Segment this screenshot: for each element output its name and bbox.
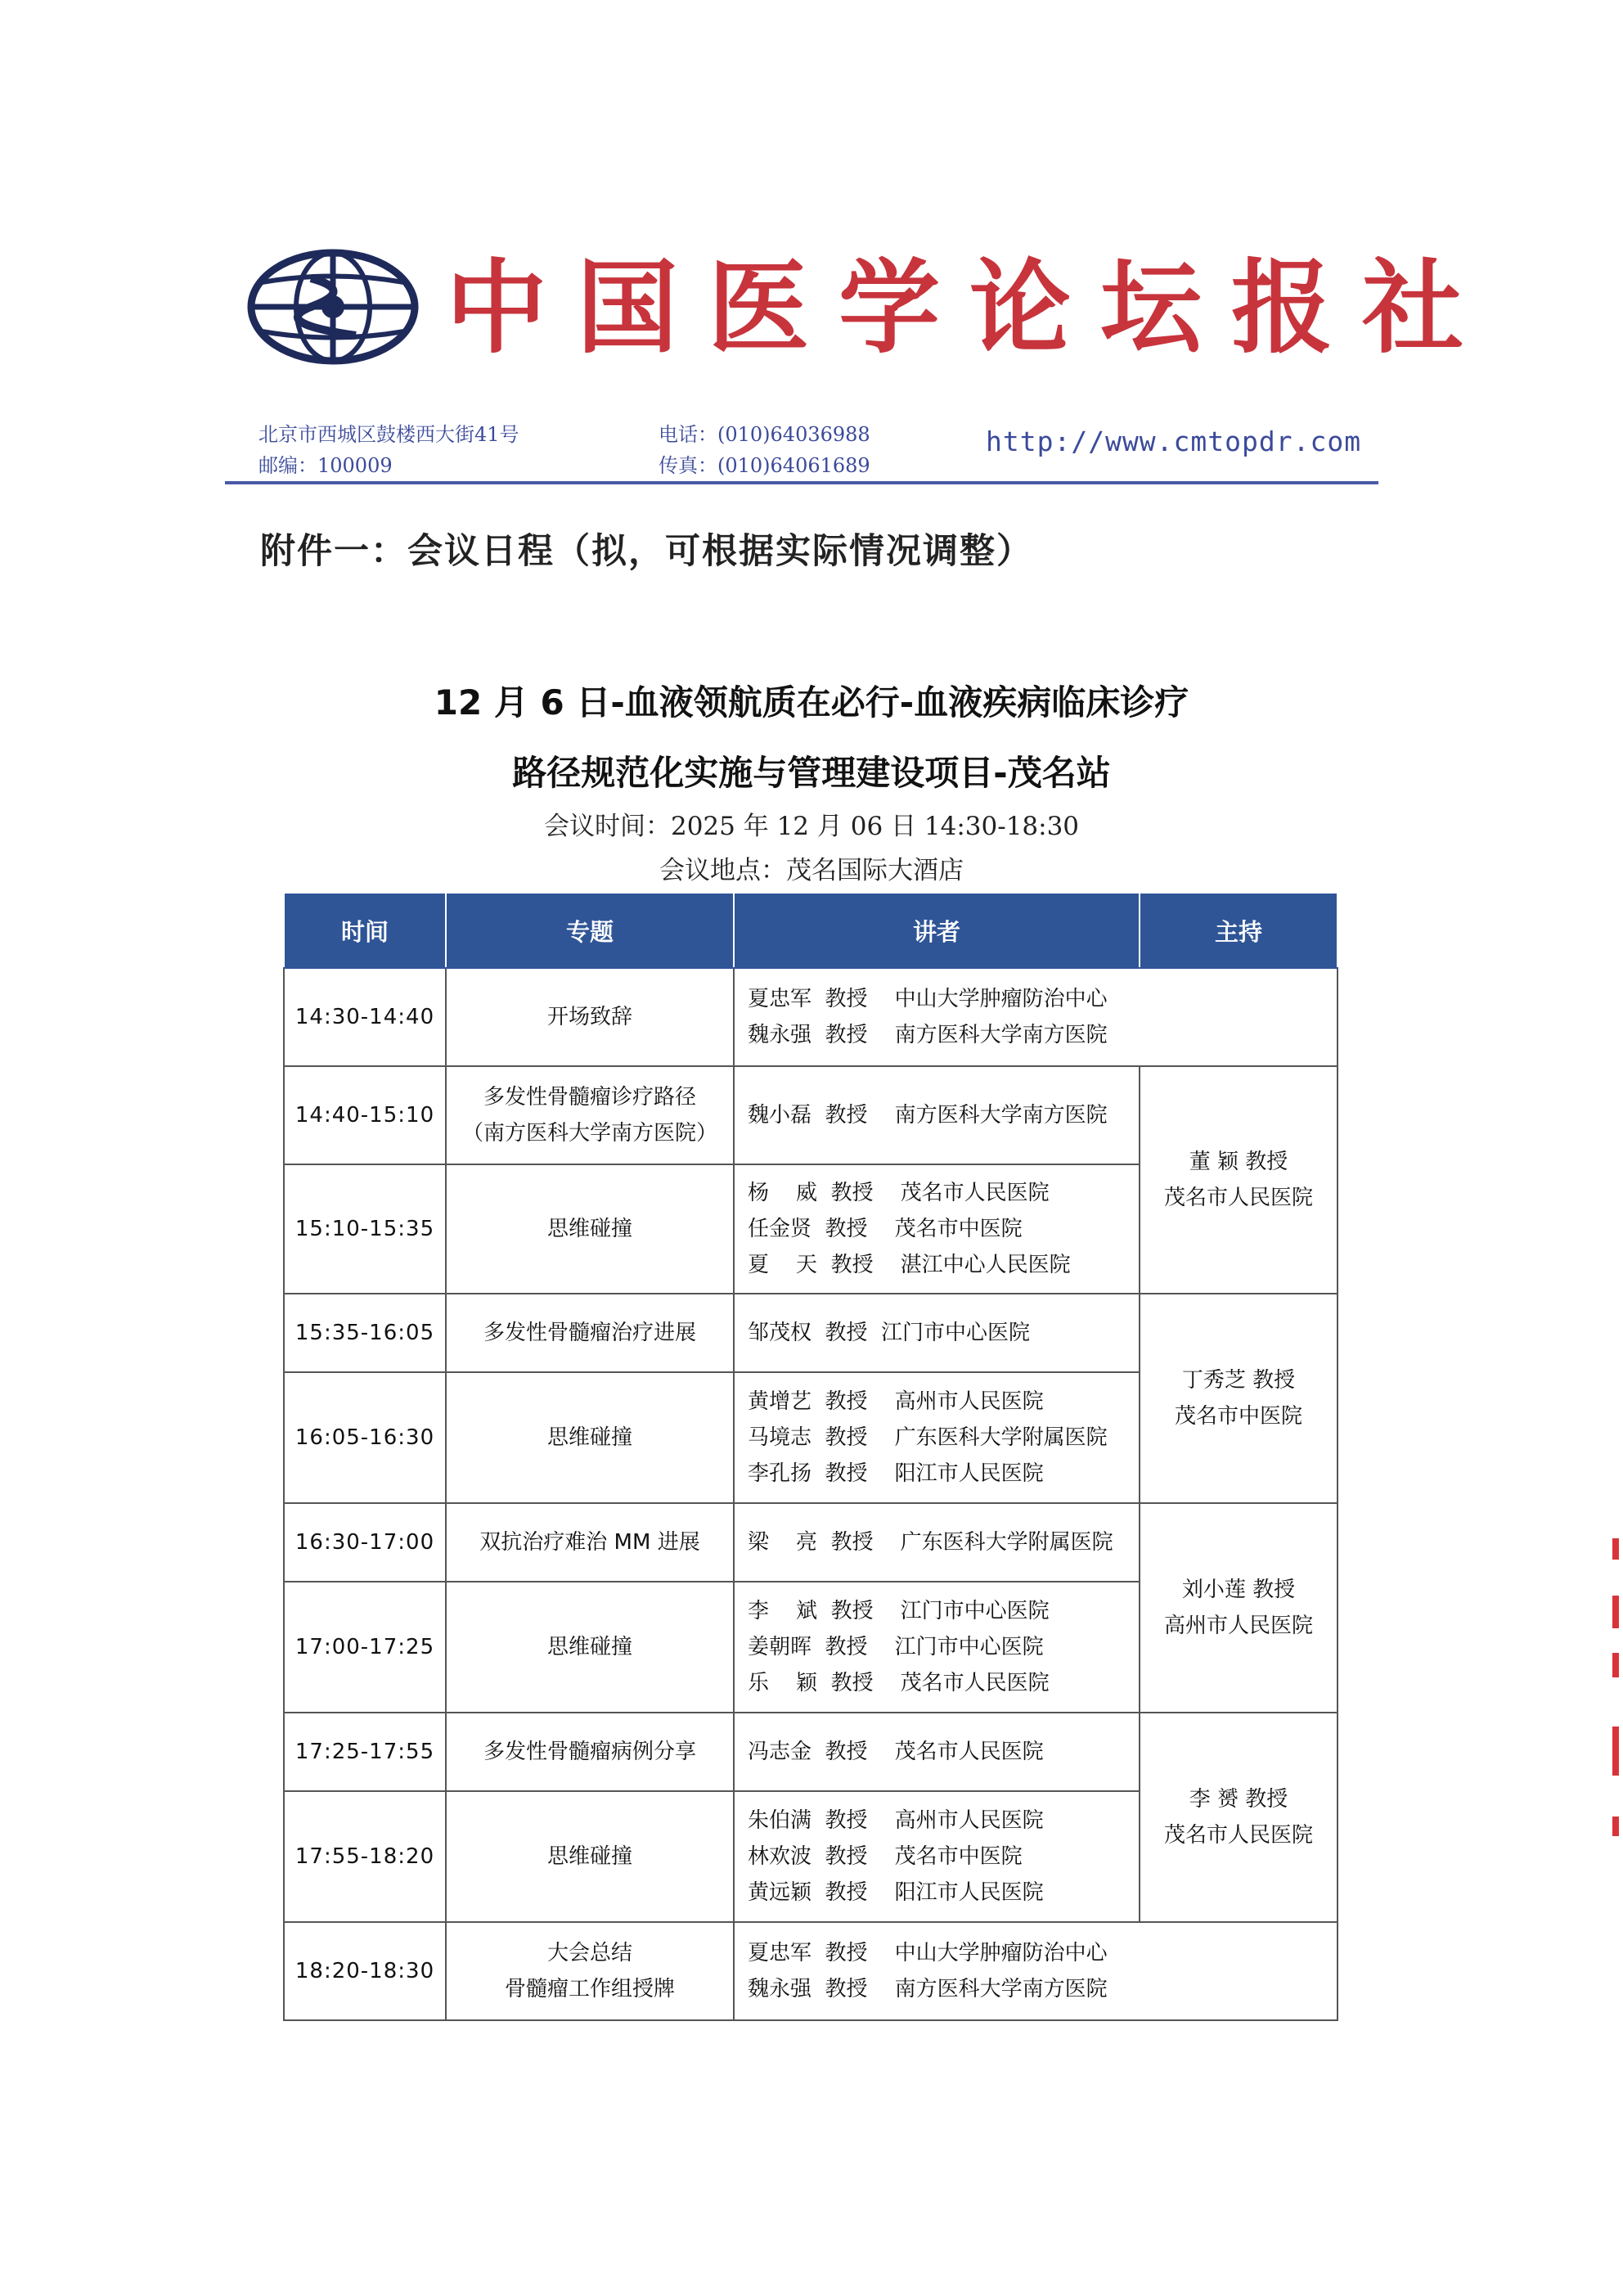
column-header-time: 时间 [284, 893, 446, 968]
host-name: 李 赟 教授 [1189, 1787, 1288, 1812]
host-name: 刘小莲 教授 [1181, 1578, 1296, 1602]
table-row [284, 1294, 1338, 1372]
session-time: 16:05-16:30 [284, 1372, 446, 1503]
speaker-line: 冯志金 教授 茂名市人民医院 [748, 1740, 1044, 1764]
session-speakers [734, 1294, 1140, 1372]
session-topic [446, 1066, 734, 1164]
speaker-line: 黄增艺 教授 高州市人民医院 [748, 1389, 1044, 1414]
host-name: 董 颖 教授 [1189, 1150, 1288, 1174]
session-time: 14:30-14:40 [284, 968, 446, 1066]
session-topic [446, 1164, 734, 1294]
website-link[interactable]: http://www.cmtopdr.com [986, 425, 1362, 457]
speaker-line: 林欢波 教授 茂名市中医院 [748, 1844, 1023, 1869]
speaker-line: 乐 颖 教授 茂名市人民医院 [748, 1671, 1050, 1695]
speaker-line: 马境志 教授 广东医科大学附属医院 [748, 1425, 1108, 1450]
session-topic [446, 1372, 734, 1503]
topic-line: 多发性骨髓瘤诊疗路径 [483, 1085, 696, 1110]
session-host [1140, 1713, 1338, 1922]
topic-line: （南方医科大学南方医院） [461, 1121, 717, 1146]
session-topic [446, 968, 734, 1066]
scan-artifact [1612, 1727, 1619, 1776]
speaker-line: 魏小磊 教授 南方医科大学南方医院 [748, 1103, 1108, 1128]
session-speakers [734, 968, 1338, 1066]
column-header-topic: 专题 [446, 893, 734, 968]
schedule-table [283, 892, 1338, 2021]
scan-artifact [1612, 1538, 1619, 1560]
session-time: 16:30-17:00 [284, 1503, 446, 1582]
session-host [1140, 1294, 1338, 1503]
topic-line: 大会总结 [546, 1941, 632, 1965]
session-topic [446, 1922, 734, 2020]
speaker-line: 朱伯满 教授 高州市人民医院 [748, 1808, 1044, 1833]
session-topic [446, 1294, 734, 1372]
column-header-speaker: 讲者 [734, 893, 1140, 968]
session-speakers [734, 1066, 1140, 1164]
session-speakers [734, 1791, 1140, 1922]
speaker-line: 黄远颖 教授 阳江市人民医院 [748, 1880, 1044, 1905]
host-hospital: 茂名市人民医院 [1163, 1186, 1313, 1210]
session-host [1140, 1066, 1338, 1294]
session-time: 15:10-15:35 [284, 1164, 446, 1294]
speaker-line: 魏永强 教授 南方医科大学南方医院 [748, 1977, 1108, 2001]
meeting-location: 会议地点：茂名国际大酒店 [659, 856, 964, 885]
session-topic [446, 1713, 734, 1791]
letterhead-divider [225, 481, 1378, 484]
table-row [284, 1066, 1338, 1164]
session-topic [446, 1582, 734, 1713]
table-header-row [284, 893, 1338, 968]
org-name: 中国医学论坛报社 [446, 249, 1494, 367]
session-speakers [734, 1582, 1140, 1713]
session-topic [446, 1503, 734, 1582]
host-hospital: 高州市人民医院 [1163, 1614, 1313, 1638]
topic-line: 思维碰撞 [546, 1425, 632, 1450]
column-header-host: 主持 [1140, 893, 1338, 968]
session-speakers [734, 1922, 1338, 2020]
attachment-title: 附件一：会议日程（拟，可根据实际情况调整） [260, 531, 1033, 572]
speaker-line: 夏 天 教授 湛江中心人民医院 [748, 1253, 1071, 1277]
meeting-title-line-2: 路径规范化实施与管理建设项目-茂名站 [512, 753, 1111, 793]
speaker-line: 姜朝晖 教授 江门市中心医院 [748, 1635, 1044, 1659]
topic-line: 多发性骨髓瘤病例分享 [483, 1740, 696, 1764]
speaker-line: 任金贤 教授 茂名市中医院 [748, 1217, 1023, 1241]
session-topic [446, 1791, 734, 1922]
topic-line: 骨髓瘤工作组授牌 [504, 1977, 675, 2001]
session-time: 17:55-18:20 [284, 1791, 446, 1922]
session-speakers [734, 1503, 1140, 1582]
topic-line: 多发性骨髓瘤治疗进展 [483, 1321, 696, 1345]
speaker-line: 杨 威 教授 茂名市人民医院 [748, 1181, 1050, 1205]
host-hospital: 茂名市人民医院 [1163, 1823, 1313, 1848]
speaker-line: 李孔扬 教授 阳江市人民医院 [748, 1461, 1044, 1486]
table-row [284, 1503, 1338, 1582]
address-line: 北京市西城区鼓楼西大街41号 [259, 423, 519, 446]
table-row [284, 1922, 1338, 2020]
contact-block [659, 419, 870, 481]
topic-line: 思维碰撞 [546, 1844, 632, 1869]
session-time: 15:35-16:05 [284, 1294, 446, 1372]
topic-line: 思维碰撞 [546, 1635, 632, 1659]
topic-line: 思维碰撞 [546, 1217, 632, 1241]
table-row [284, 1713, 1338, 1791]
speaker-line: 邹茂权 教授 江门市中心医院 [748, 1321, 1031, 1345]
topic-line: 双抗治疗难治 MM 进展 [479, 1530, 700, 1555]
session-speakers [734, 1713, 1140, 1791]
host-name: 丁秀芝 教授 [1181, 1368, 1296, 1393]
table-row [284, 968, 1338, 1066]
session-time: 18:20-18:30 [284, 1922, 446, 2020]
postcode-line: 邮编：100009 [259, 454, 393, 477]
phone-line: 电话：(010)64036988 [659, 423, 870, 446]
speaker-line: 夏忠军 教授 中山大学肿瘤防治中心 [748, 1941, 1108, 1965]
scan-artifact [1612, 1596, 1619, 1628]
speaker-line: 魏永强 教授 南方医科大学南方医院 [748, 1023, 1108, 1047]
session-time: 17:00-17:25 [284, 1582, 446, 1713]
session-time: 14:40-15:10 [284, 1066, 446, 1164]
globe-emblem-icon [245, 245, 421, 368]
session-host [1140, 1503, 1338, 1713]
scan-artifact [1612, 1653, 1619, 1677]
speaker-line: 梁 亮 教授 广东医科大学附属医院 [748, 1530, 1113, 1555]
speaker-line: 夏忠军 教授 中山大学肿瘤防治中心 [748, 987, 1108, 1011]
meeting-title-line-1: 12 月 6 日-血液领航质在必行-血液疾病临床诊疗 [434, 682, 1189, 723]
letterhead [245, 237, 1494, 507]
session-speakers [734, 1372, 1140, 1503]
speaker-line: 李 斌 教授 江门市中心医院 [748, 1599, 1050, 1623]
scan-artifact [1612, 1817, 1619, 1836]
session-speakers [734, 1164, 1140, 1294]
topic-line: 开场致辞 [546, 1005, 632, 1029]
address-block [259, 419, 519, 481]
session-time: 17:25-17:55 [284, 1713, 446, 1791]
fax-line: 传真：(010)64061689 [659, 454, 870, 477]
host-hospital: 茂名市中医院 [1174, 1404, 1302, 1429]
meeting-time: 会议时间：2025 年 12 月 06 日 14:30-18:30 [543, 812, 1080, 841]
